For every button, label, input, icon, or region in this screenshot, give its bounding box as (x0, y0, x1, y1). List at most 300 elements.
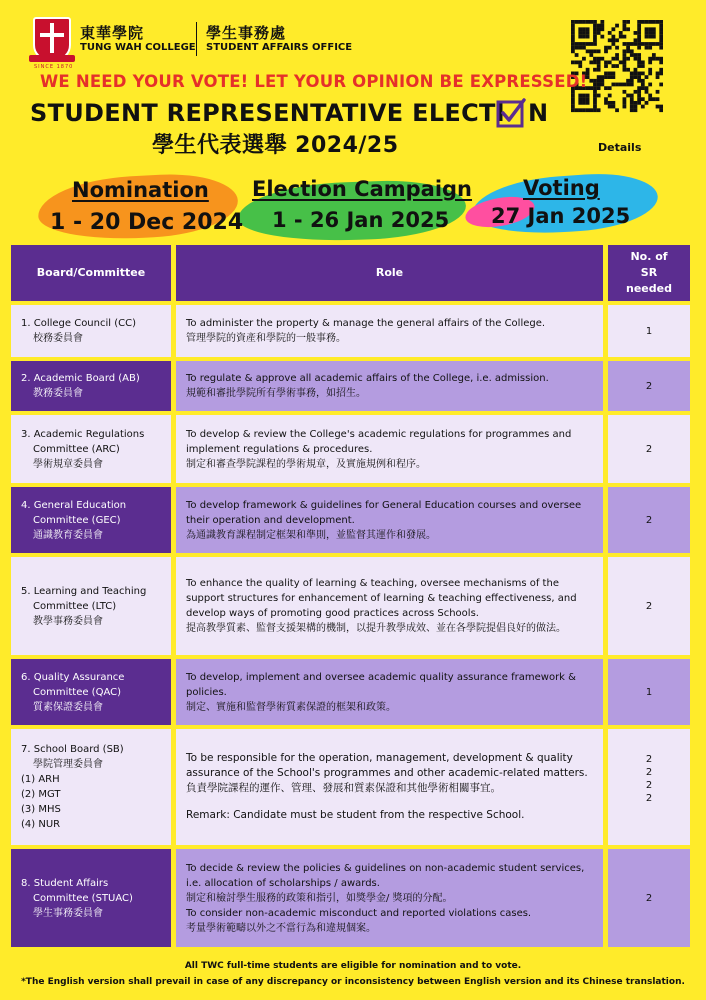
board-name-zh: 學院管理委員會 (33, 759, 103, 770)
school-item: (2) MGT (21, 789, 61, 800)
qr-module (578, 60, 582, 64)
qr-module (623, 57, 627, 61)
qr-module (582, 97, 586, 101)
qr-module (641, 72, 645, 76)
sr-count: 2 (645, 793, 653, 804)
role-zh: 管理學院的資產和學院的一般事務。 (186, 333, 346, 344)
board-cell (11, 729, 171, 845)
role-en: To develop, implement and oversee academic quality assurance framework & policies. (186, 671, 576, 698)
qr-module (641, 83, 645, 87)
sr-count-list (608, 729, 690, 845)
qr-module (597, 79, 601, 83)
qr-module (586, 108, 590, 112)
qr-module (656, 97, 660, 101)
qr-module (615, 24, 619, 28)
qr-module (659, 72, 663, 76)
qr-module (611, 105, 615, 109)
qr-module (652, 20, 656, 24)
qr-module (582, 42, 586, 46)
qr-module (597, 60, 601, 64)
office-name-en: STUDENT AFFAIRS OFFICE (206, 42, 353, 53)
qr-module (619, 60, 623, 64)
header-role: Role (176, 245, 603, 301)
table-row (11, 361, 695, 411)
board-name-zh: 教學事務委員會 (33, 615, 103, 627)
sr-count: 2 (608, 361, 690, 411)
qr-module (597, 86, 601, 90)
college-name-zh: 東華學院 (80, 24, 145, 42)
qr-module (630, 53, 634, 57)
board-name-en: 2. Academic Board (AB) (21, 373, 140, 384)
qr-module (637, 79, 641, 83)
role-en: To develop framework & guidelines for General Education courses and oversee their operation and development. (186, 499, 582, 526)
board-name-en: 4. General Education (21, 499, 127, 511)
qr-module (652, 53, 656, 57)
qr-module (582, 27, 586, 31)
qr-module (659, 20, 663, 24)
qr-module (593, 83, 597, 87)
qr-module (600, 79, 604, 83)
qr-module (571, 31, 575, 35)
qr-module (626, 83, 630, 87)
campaign-date: 1 - 26 Jan 2025 (272, 208, 450, 232)
qr-module (634, 72, 638, 76)
qr-module (593, 35, 597, 39)
qr-module (604, 46, 608, 50)
qr-module (593, 86, 597, 90)
qr-module (619, 35, 623, 39)
qr-module (611, 64, 615, 68)
role-cell (176, 729, 603, 845)
college-name-en: TUNG WAH COLLEGE (80, 42, 196, 53)
crest-text: SINCE 1870 (34, 64, 74, 70)
qr-module (648, 97, 652, 101)
qr-module (615, 53, 619, 57)
qr-module (611, 72, 615, 76)
qr-module (593, 38, 597, 42)
qr-module (645, 20, 649, 24)
table-row (11, 487, 695, 553)
role-cell (176, 361, 603, 411)
qr-module (575, 108, 579, 112)
qr-module (575, 46, 579, 50)
qr-module (659, 105, 663, 109)
qr-module (634, 38, 638, 42)
qr-module (575, 42, 579, 46)
qr-module (604, 72, 608, 76)
qr-module (586, 94, 590, 98)
qr-module (648, 35, 652, 39)
qr-module (637, 94, 641, 98)
qr-details-label: Details (598, 141, 642, 154)
qr-module (593, 79, 597, 83)
qr-module (586, 42, 590, 46)
qr-module (637, 38, 641, 42)
qr-module (593, 42, 597, 46)
board-name-en-cont: Committee (STUAC) (33, 892, 133, 904)
qr-module (604, 101, 608, 105)
qr-module (648, 42, 652, 46)
role-cell (176, 415, 603, 483)
qr-module (656, 105, 660, 109)
qr-module (575, 60, 579, 64)
qr-module (648, 46, 652, 50)
board-cell (11, 659, 171, 725)
qr-module (656, 20, 660, 24)
qr-module (659, 83, 663, 87)
qr-module (659, 108, 663, 112)
table-row (11, 415, 695, 483)
qr-module (637, 42, 641, 46)
role-zh: 為通識教育課程制定框架和準則，並監督其運作和發展。 (186, 529, 436, 541)
language-disclaimer: *The English version shall prevail in case of any discrepancy or inconsistency between English version and its Chinese translation. (21, 977, 685, 987)
qr-module (597, 108, 601, 112)
qr-module (586, 31, 590, 35)
role-en-2: To consider non-academic misconduct and reported violations cases. (186, 907, 532, 919)
board-name-zh: 學生事務委員會 (33, 907, 103, 919)
qr-module (582, 35, 586, 39)
qr-module (571, 38, 575, 42)
qr-module (619, 83, 623, 87)
qr-module (586, 35, 590, 39)
title-zh: 學生代表選舉 2024/25 (152, 133, 399, 158)
qr-module (600, 24, 604, 28)
board-name-en: 3. Academic Regulations (21, 428, 145, 440)
qr-module (630, 94, 634, 98)
qr-module (648, 60, 652, 64)
qr-module (582, 101, 586, 105)
qr-module (626, 68, 630, 72)
qr-module (586, 20, 590, 24)
nomination-label: Nomination (72, 178, 209, 202)
qr-module (659, 57, 663, 61)
qr-module (597, 94, 601, 98)
qr-module (597, 31, 601, 35)
role-remark: Remark: Candidate must be student from the respective School. (186, 809, 525, 821)
qr-module (575, 20, 579, 24)
qr-module (593, 27, 597, 31)
qr-module (630, 97, 634, 101)
qr-module (648, 27, 652, 31)
qr-module (645, 42, 649, 46)
qr-module (597, 24, 601, 28)
board-name-en-cont: Committee (QAC) (33, 686, 122, 698)
qr-module (600, 27, 604, 31)
qr-module (626, 42, 630, 46)
qr-module (586, 49, 590, 53)
board-cell (11, 305, 171, 357)
qr-module (623, 35, 627, 39)
qr-module (593, 31, 597, 35)
qr-module (589, 86, 593, 90)
qr-module (623, 101, 627, 105)
qr-module (623, 20, 627, 24)
qr-module (608, 72, 612, 76)
qr-module (637, 20, 641, 24)
qr-module (604, 60, 608, 64)
school-item: (1) ARH (21, 774, 60, 785)
qr-module (571, 49, 575, 53)
qr-module (645, 31, 649, 35)
qr-module (623, 60, 627, 64)
qr-module (623, 64, 627, 68)
qr-module (578, 101, 582, 105)
qr-module (659, 38, 663, 42)
qr-module (593, 105, 597, 109)
qr-module (604, 49, 608, 53)
qr-module (615, 108, 619, 112)
qr-module (571, 108, 575, 112)
qr-module (659, 24, 663, 28)
qr-module (582, 31, 586, 35)
qr-module (597, 49, 601, 53)
qr-module (652, 42, 656, 46)
qr-module (656, 90, 660, 94)
qr-module (637, 64, 641, 68)
qr-module (645, 101, 649, 105)
header-sr-needed: No. of SR needed (608, 245, 690, 301)
voting-date: 27 Jan 2025 (491, 204, 631, 228)
qr-module (608, 75, 612, 79)
qr-module (589, 79, 593, 83)
sr-count: 2 (645, 780, 653, 791)
qr-module (648, 68, 652, 72)
qr-module (582, 94, 586, 98)
qr-module (611, 57, 615, 61)
qr-module (630, 108, 634, 112)
sr-count: 2 (608, 487, 690, 553)
qr-module (630, 79, 634, 83)
board-name-en: 5. Learning and Teaching (21, 585, 147, 597)
qr-module (615, 57, 619, 61)
qr-module (571, 97, 575, 101)
qr-module (611, 38, 615, 42)
qr-module (593, 60, 597, 64)
qr-module (626, 27, 630, 31)
qr-module (626, 20, 630, 24)
qr-module (634, 42, 638, 46)
campaign-label: Election Campaign (252, 177, 473, 201)
qr-module (637, 24, 641, 28)
role-en: To regulate & approve all academic affairs of the College, i.e. admission. (186, 373, 549, 384)
qr-module (615, 83, 619, 87)
title-en-tail: N (528, 99, 549, 127)
qr-module (634, 31, 638, 35)
qr-module (571, 94, 575, 98)
qr-module (626, 49, 630, 53)
qr-module (608, 101, 612, 105)
qr-module (637, 75, 641, 79)
qr-module (641, 20, 645, 24)
qr-module (623, 27, 627, 31)
qr-module (600, 35, 604, 39)
committee-table (11, 245, 695, 951)
qr-module (593, 101, 597, 105)
qr-module (637, 53, 641, 57)
qr-module (648, 83, 652, 87)
qr-module (623, 97, 627, 101)
qr-module (645, 90, 649, 94)
board-name-zh: 質素保證委員會 (33, 701, 103, 713)
office-name-zh: 學生事務處 (206, 24, 287, 42)
qr-module (597, 57, 601, 61)
role-cell (176, 849, 603, 947)
qr-module (634, 53, 638, 57)
qr-module (637, 46, 641, 50)
qr-module (630, 75, 634, 79)
qr-module (597, 75, 601, 79)
header-divider (196, 22, 197, 56)
qr-module (637, 86, 641, 90)
board-name-en: 7. School Board (SB) (21, 744, 124, 755)
qr-module (645, 86, 649, 90)
vote-call-line: WE NEED YOUR VOTE! LET YOUR OPINION BE EXPRESSED! (40, 72, 588, 91)
qr-module (608, 105, 612, 109)
qr-module (597, 64, 601, 68)
role-zh: 制定和審查學院課程的學術規章，及實施規例和程序。 (186, 458, 426, 470)
qr-module (659, 35, 663, 39)
qr-module (626, 94, 630, 98)
qr-module (571, 20, 575, 24)
qr-module (659, 46, 663, 50)
sr-count: 1 (608, 659, 690, 725)
qr-module (630, 49, 634, 53)
qr-module (630, 42, 634, 46)
qr-module (634, 108, 638, 112)
qr-module (652, 35, 656, 39)
qr-module (611, 101, 615, 105)
qr-module (637, 90, 641, 94)
qr-module (608, 60, 612, 64)
table-row (11, 305, 695, 357)
qr-module (619, 31, 623, 35)
eligibility-note: All TWC full-time students are eligible for nomination and to vote. (184, 961, 522, 971)
qr-module (645, 27, 649, 31)
qr-module (608, 94, 612, 98)
qr-module (648, 57, 652, 61)
qr-module (589, 49, 593, 53)
role-cell (176, 487, 603, 553)
qr-module (611, 75, 615, 79)
board-cell (11, 557, 171, 655)
qr-module (608, 38, 612, 42)
qr-module (630, 72, 634, 76)
sr-count: 2 (645, 767, 653, 778)
role-cell (176, 659, 603, 725)
qr-module (578, 108, 582, 112)
qr-module (593, 94, 597, 98)
table-row (11, 557, 695, 655)
role-en: To be responsible for the operation, management, development & quality assurance of the School's programmes and other academic-related matters. (186, 752, 588, 779)
qr-module (630, 83, 634, 87)
qr-module (589, 20, 593, 24)
qr-module (659, 27, 663, 31)
board-name-zh: 通識教育委員會 (33, 529, 103, 541)
qr-module (608, 86, 612, 90)
sr-count: 2 (645, 754, 653, 765)
qr-module (578, 94, 582, 98)
sr-count: 2 (608, 557, 690, 655)
qr-module (578, 46, 582, 50)
qr-module (630, 105, 634, 109)
qr-module (645, 35, 649, 39)
qr-module (597, 83, 601, 87)
qr-module (600, 75, 604, 79)
role-cell (176, 557, 603, 655)
qr-module (648, 31, 652, 35)
table-row (11, 729, 695, 845)
qr-module (593, 90, 597, 94)
qr-module (600, 57, 604, 61)
board-name-en-cont: Committee (ARC) (33, 443, 120, 455)
qr-module (578, 20, 582, 24)
qr-module (600, 83, 604, 87)
role-zh: 規範和審批學院所有學術事務，如招生。 (186, 388, 366, 399)
role-zh: 制定和檢討學生服務的政策和指引，如獎學金/ 獎項的分配。 (186, 892, 453, 904)
qr-module (645, 75, 649, 79)
header-board: Board/Committee (11, 245, 171, 301)
table-row (11, 659, 695, 725)
qr-module (600, 20, 604, 24)
qr-module (656, 57, 660, 61)
board-name-zh: 教務委員會 (33, 388, 83, 399)
qr-module (648, 94, 652, 98)
qr-module (593, 57, 597, 61)
qr-module (652, 57, 656, 61)
qr-module (630, 101, 634, 105)
qr-module (611, 35, 615, 39)
qr-module (645, 46, 649, 50)
role-en: To administer the property & manage the general affairs of the College. (186, 318, 546, 329)
qr-module (652, 97, 656, 101)
qr-module (652, 31, 656, 35)
role-en: To decide & review the policies & guidelines on non-academic student services, i.e. allocation of scholarships / awards. (186, 862, 585, 889)
qr-module (593, 49, 597, 53)
qr-module (623, 42, 627, 46)
qr-module (593, 68, 597, 72)
qr-module (634, 68, 638, 72)
qr-module (623, 105, 627, 109)
qr-module (582, 57, 586, 61)
qr-module (586, 27, 590, 31)
qr-module (582, 46, 586, 50)
crest-ribbon (29, 55, 75, 62)
qr-module (634, 57, 638, 61)
qr-module (641, 64, 645, 68)
board-name-zh: 校務委員會 (33, 333, 83, 344)
role-zh: 負責學院課程的運作、管理、發展和質素保證和其他學術相關事宜。 (186, 782, 501, 794)
qr-module (626, 57, 630, 61)
qr-module (626, 46, 630, 50)
board-cell (11, 849, 171, 947)
qr-module (604, 64, 608, 68)
school-item: (3) MHS (21, 804, 61, 815)
role-en: To develop & review the College's academic regulations for programmes and implement regulations & procedures. (186, 428, 572, 455)
qr-module (571, 60, 575, 64)
qr-module (641, 42, 645, 46)
qr-module (571, 35, 575, 39)
board-name-en: 1. College Council (CC) (21, 318, 136, 329)
qr-module (652, 27, 656, 31)
qr-module (593, 97, 597, 101)
qr-module (593, 20, 597, 24)
qr-module (593, 24, 597, 28)
qr-module (656, 75, 660, 79)
title-en: STUDENT REPRESENTATIVE ELECTI (30, 99, 505, 127)
qr-module (604, 97, 608, 101)
qr-module (571, 27, 575, 31)
qr-module (578, 42, 582, 46)
